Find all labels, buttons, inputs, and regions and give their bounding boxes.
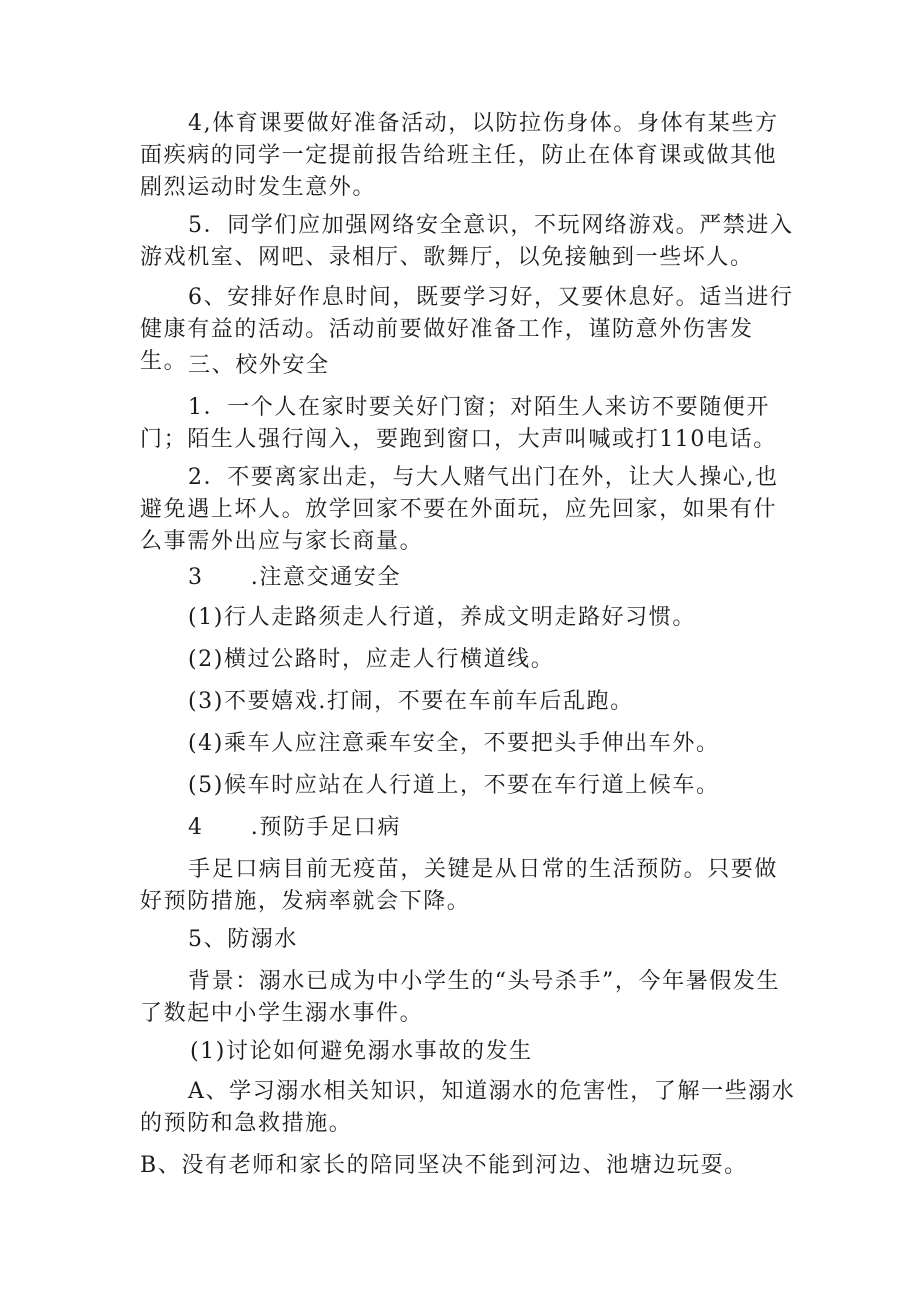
paragraph-drowning-discussion: (1)讨论如何避免溺水事故的发生 [190,1039,533,1064]
subheading-hand-foot-mouth: 4 .预防手足口病 [188,815,401,840]
subheading-drowning-prevention: 5、防溺水 [188,927,298,952]
paragraph-schedule: 6、安排好作息时间，既要学习好，又要休息好。适当进行健康有益的活动。活动前要做好准备工作，谨防意外伤害发生。 [140,285,794,374]
paragraph-drowning-background: 背景：溺水已成为中小学生的“头号杀手”，今年暑假发生了数起中小学生溺水事件。 [140,969,781,1026]
paragraph-hfmd-prevention: 手足口病目前无疫苗，关键是从日常的生活预防。只要做好预防措施，发病率就会下降。 [140,857,779,914]
section-heading-off-campus-safety: 三、校外安全 [188,353,330,378]
list-item-traffic-1: (1)行人走路须走人行道，养成文明走路好习惯。 [188,605,696,630]
list-item-traffic-4: (4)乘车人应注意乘车安全，不要把头手伸出车外。 [188,731,720,756]
paragraph-home-alone: 1．一个人在家时要关好门窗；对陌生人来访不要随便开门；陌生人强行闯入，要跑到窗口，大声叫喊或打110电话。 [140,395,777,452]
paragraph-dont-run-away: 2．不要离家出走，与大人赌气出门在外，让大人操心,也避免遇上坏人。放学回家不要在外面玩，应先回家，如果有什么事需外出应与家长商量。 [140,465,779,554]
paragraph-internet-safety: 5．同学们应加强网络安全意识，不玩网络游戏。严禁进入游戏机室、网吧、录相厅、歌舞厅，以免接触到一些坏人。 [140,213,794,270]
list-item-traffic-2: (2)横过公路时，应走人行横道线。 [188,647,555,672]
list-item-traffic-5: (5)候车时应站在人行道上，不要在车行道上候车。 [188,773,720,798]
list-item-traffic-3: (3)不要嬉戏.打闹，不要在车前车后乱跑。 [188,689,634,714]
paragraph-pe-warmup: 4,体育课要做好准备活动，以防拉伤身体。身体有某些方面疾病的同学一定提前报告给班主任，防止在体育课或做其他剧烈运动时发生意外。 [140,111,779,200]
subheading-traffic-safety: 3 .注意交通安全 [188,565,401,590]
paragraph-drowning-item-a: A、学习溺水相关知识，知道溺水的危害性，了解一些溺水的预防和急救措施。 [140,1079,796,1136]
paragraph-drowning-item-b: B、没有老师和家长的陪同坚决不能到河边、池塘边玩耍。 [140,1153,748,1178]
